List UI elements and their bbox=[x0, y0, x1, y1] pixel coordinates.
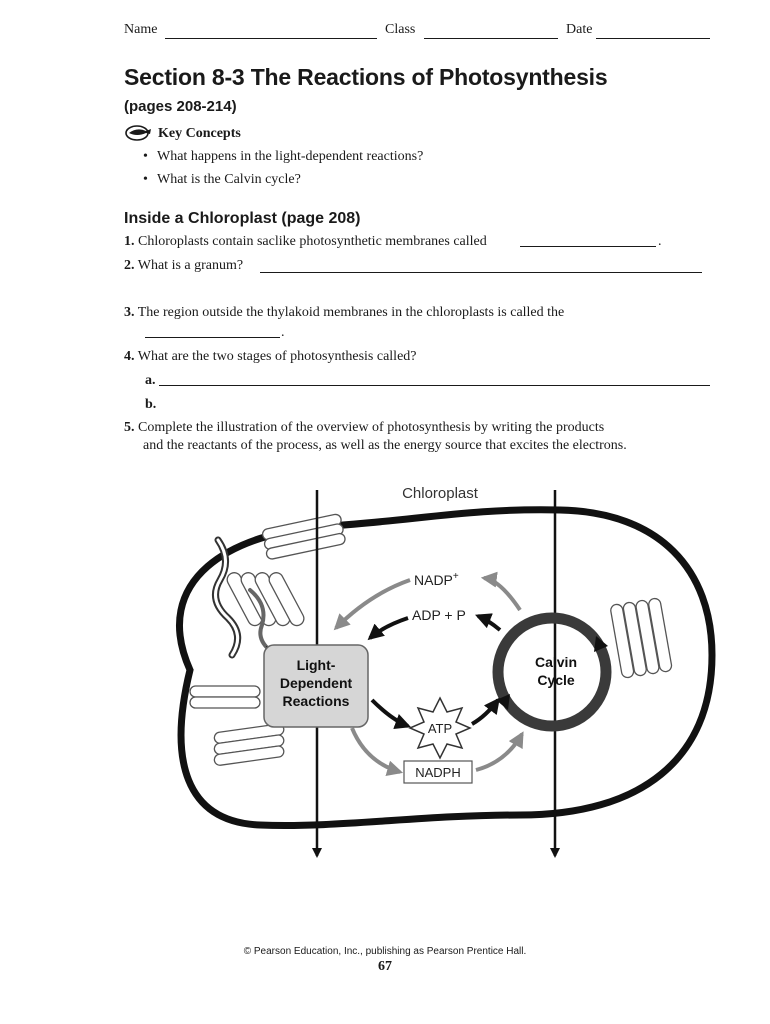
date-label: Date bbox=[566, 22, 593, 37]
granum-right bbox=[610, 598, 673, 679]
question-3-period: . bbox=[281, 325, 285, 340]
question-5-continued: and the reactants of the process, as well as the energy source that excites the electrons. bbox=[143, 438, 627, 453]
question-2: 2. What is a granum? bbox=[124, 258, 244, 273]
granum-upper-left bbox=[225, 570, 307, 628]
key-icon bbox=[124, 124, 154, 142]
name-field[interactable] bbox=[165, 38, 377, 39]
light-label-3: Reactions bbox=[282, 693, 350, 709]
granum-top bbox=[262, 513, 346, 560]
name-label: Name bbox=[124, 22, 158, 37]
calvin-label-2: Cycle bbox=[537, 672, 575, 688]
class-label: Class bbox=[385, 22, 416, 37]
section-heading: Inside a Chloroplast (page 208) bbox=[124, 210, 361, 227]
granum-left bbox=[190, 686, 260, 708]
adp-label: ADP + P bbox=[412, 607, 466, 623]
page-range: (pages 208-214) bbox=[124, 98, 237, 115]
granum-lower-left bbox=[214, 723, 285, 766]
answer-line-1[interactable] bbox=[520, 246, 656, 247]
question-1: 1. Chloroplasts contain saclike photosynthetic membranes called bbox=[124, 234, 487, 249]
page-title: Section 8-3 The Reactions of Photosynthesis bbox=[124, 64, 608, 90]
question-4a-label: a. bbox=[145, 373, 156, 388]
page-number: 67 bbox=[378, 959, 392, 974]
copyright-footer: © Pearson Education, Inc., publishing as Pearson Prentice Hall. bbox=[243, 946, 527, 957]
light-label-1: Light- bbox=[296, 657, 336, 673]
answer-line-2[interactable] bbox=[260, 272, 702, 273]
key-concepts-label: Key Concepts bbox=[158, 126, 241, 141]
nadph-label: NADPH bbox=[415, 765, 461, 780]
calvin-label-1: Calvin bbox=[534, 654, 578, 670]
key-concept-item: • What is the Calvin cycle? bbox=[143, 172, 301, 187]
question-3: 3. The region outside the thylakoid membranes in the chloroplasts is called the bbox=[124, 305, 565, 320]
class-field[interactable] bbox=[424, 38, 558, 39]
key-concept-item: • What happens in the light-dependent reactions? bbox=[143, 149, 424, 164]
question-4b-label: b. bbox=[145, 397, 157, 412]
date-field[interactable] bbox=[596, 38, 710, 39]
atp-label: ATP bbox=[427, 721, 453, 736]
question-1-period: . bbox=[658, 234, 662, 249]
diagram-title: Chloroplast bbox=[402, 485, 478, 502]
nadp-label: NADP+ bbox=[414, 571, 459, 588]
light-label-2: Dependent bbox=[279, 675, 353, 691]
answer-line-4a[interactable] bbox=[159, 385, 710, 386]
question-5: 5. Complete the illustration of the overview of photosynthesis by writing the products bbox=[124, 420, 605, 435]
photosynthesis-diagram bbox=[0, 470, 770, 870]
question-4: 4. What are the two stages of photosynthesis called? bbox=[124, 349, 417, 364]
answer-line-3[interactable] bbox=[145, 337, 280, 338]
